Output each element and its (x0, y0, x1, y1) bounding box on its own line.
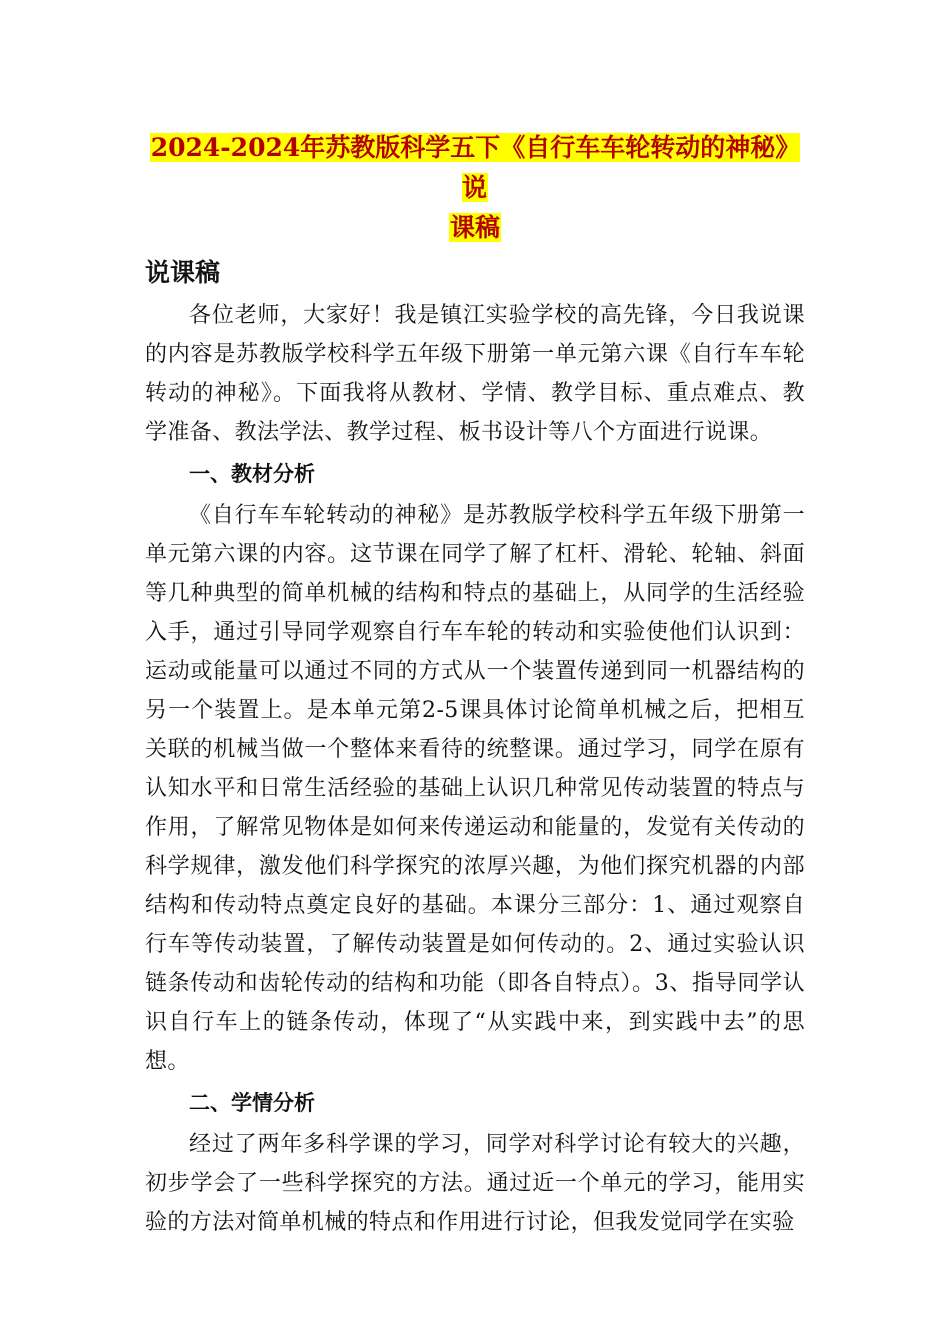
document-title (145, 128, 805, 248)
student-analysis-paragraph: 经过了两年多科学课的学习，同学对科学讨论有较大的兴趣，初步学会了一些科学探究的方法。通过近一个单元的学习，能用实验的方法对简单机械的特点和作用进行讨论，但我发觉同学在实验 (145, 1132, 805, 1235)
title-line-1: 2024-2024年苏教版科学五下《自行车车轮转动的神秘》说 (150, 133, 801, 202)
intro-paragraph: 各位老师，大家好！我是镇江实验学校的高先锋，今日我说课的内容是苏教版学校科学五年级下册第一单元第六课《自行车车轮转动的神秘》。下面我将从教材、学情、教学目标、重点难点、教学准备、教法学法、教学过程、板书设计等八个方面进行说课。 (145, 303, 805, 445)
textbook-analysis-paragraph: 《自行车车轮转动的神秘》是苏教版学校科学五年级下册第一单元第六课的内容。这节课在同学了解了杠杆、滑轮、轮轴、斜面等几种典型的简单机械的结构和特点的基础上，从同学的生活经验入手，通过引导同学观察自行车车轮的转动和实验使他们认识到：运动或能量可以通过不同的方式从一个装置传递到同一机器结构的另一个装置上。是本单元第2-5课具体讨论简单机械之后，把相互关联的机械当做一个整体来看待的统整课。通过学习，同学在原有认知水平和日常生活经验的基础上认识几种常见传动装置的特点与作用，了解常见物体是如何来传递运动和能量的，发觉有关传动的科学规律，激发他们科学探究的浓厚兴趣，为他们探究机器的内部结构和传动特点奠定良好的基础。本课分三部分：1、通过观察自行车等传动装置，了解传动装置是如何传动的。2、通过实验认识链条传动和齿轮传动的结构和功能（即各自特点）。3、指导同学认识自行车上的链条传动，体现了“从实践中来，到实践中去”的思想。 (145, 503, 805, 1074)
subsection-heading-student-analysis: 二、学情分析 (189, 1091, 315, 1115)
document-page (145, 128, 805, 1242)
title-line-2: 课稿 (449, 213, 500, 242)
section-heading: 说课稿 (145, 258, 221, 287)
subsection-heading-textbook-analysis: 一、教材分析 (189, 462, 315, 486)
